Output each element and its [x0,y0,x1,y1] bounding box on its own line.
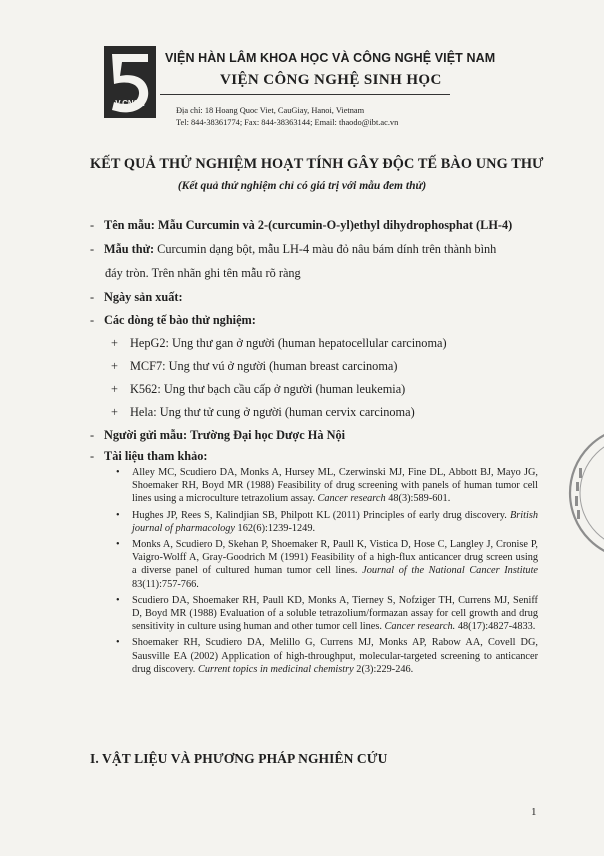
reference-list [116,466,538,679]
header-divider [160,94,450,95]
production-date-label: Ngày sản xuất: [104,290,183,304]
reference-item: • Scudiero DA, Shoemaker RH, Paull KD, Monks A, Tierney S, Nofziger TH, Currens MJ, Seniff D, Boyd MR (1988) Evaluation of a soluble tetrazolium/formazan assay for cell growth and drug sensitivity in culture using human and other tumor cell lines. Cancer research. 48(17):4827-4833. [116,594,538,633]
sender-row: - Người gửi mẫu: Trường Đại học Dược Hà Nội [90,428,346,442]
references-label: Tài liệu tham khảo: [104,449,208,463]
contact-line: Tel: 844-38361774; Fax: 844-38363144; Email: thaodo@ibt.ac.vn [176,118,399,127]
cell-line-item: + Hela: Ung thư tử cung ở người (human cervix carcinoma) [111,405,415,419]
reference-item: • Alley MC, Scudiero DA, Monks A, Hursey ML, Czerwinski MJ, Fine DL, Abbott BJ, Mayo JG, Shoemaker RH, Boyd MR (1988) Feasibility of drug screening with panels of human tumor cell lines using a microculture tetrazolium assay. Cancer research 48(3):589-601. [116,467,538,505]
cell-lines-label: Các dòng tế bào thử nghiệm: [104,313,256,327]
cell-line-item: + K562: Ung thư bạch cầu cấp ở người (human leukemia) [111,382,406,396]
sample-name-value: Mẫu Curcumin và 2-(curcumin-O-yl)ethyl dihydrophosphat (LH-4) [157,218,513,232]
org-line-1: VIỆN HÀN LÂM KHOA HỌC VÀ CÔNG NGHỆ VIỆT NAM [165,51,496,65]
production-date-row: - Ngày sản xuất: [90,290,183,304]
official-stamp [566,418,604,568]
reference-item: • Shoemaker RH, Scudiero DA, Melillo G, Currens MJ, Monks AP, Rabow AA, Covell DG, Sausville EA (2002) Application of high-throughput, molecular-targeted screening to anticancer drug discovery. Current topics in medicinal chemistry 2(3):229-246. [116,637,538,675]
page-number: 1 [531,806,537,818]
reference-item: • Hughes JP, Rees S, Kalindjian SB, Philpott KL (2011) Principles of early drug discovery. British journal of pharmacology 162(6):1239-1249. [116,509,539,534]
org-line-2: VIỆN CÔNG NGHỆ SINH HỌC [220,72,442,88]
test-sample-value: Curcumin dạng bột, mẫu LH-4 màu đỏ nâu bám dính trên thành bình [157,242,497,256]
test-sample-row: - Mẫu thử: Curcumin dạng bột, mẫu LH-4 màu đỏ nâu bám dính trên thành bình [90,242,497,256]
sender-value: Trường Đại học Dược Hà Nội [190,428,346,442]
sender-label: Người gửi mẫu: [104,428,188,442]
test-sample-value-cont: đáy tròn. Trên nhãn ghi tên mẫu rõ ràng [105,266,301,280]
sample-name-row: - Tên mẫu: Mẫu Curcumin và 2-(curcumin-O-yl)ethyl dihydrophosphat (LH-4) [90,218,513,232]
cell-lines-row: - Các dòng tế bào thử nghiệm: [90,313,256,327]
svg-text:V.CNSH: V.CNSH [115,99,145,108]
cell-line-item: + HepG2: Ung thư gan ở người (human hepatocellular carcinoma) [111,336,447,350]
sample-name-label: Tên mẫu: [104,218,155,232]
address-line: Địa chỉ: 18 Hoang Quoc Viet, CauGiay, Hanoi, Vietnam [176,106,365,115]
document-subtitle: (Kết quả thử nghiệm chỉ có giá trị với mẫu đem thử) [177,180,427,192]
reference-item: • Monks A, Scudiero D, Skehan P, Shoemaker R, Paull K, Vistica D, Hose C, Langley J, Cronise P, Vaigro-Wolff A, Gray-Goodrich M (1991) Feasibility of a high-flux anticancer drug screen using a diverse panel of cultured human tumor cell lines. Journal of the National Cancer Institute 83(11):757-766. [116,539,539,590]
references-row: - Tài liệu tham khảo: [90,449,208,463]
cell-line-item: + MCF7: Ung thư vú ở người (human breast carcinoma) [111,359,398,373]
test-sample-label: Mẫu thử: [104,242,155,256]
section-heading: I. VẬT LIỆU VÀ PHƯƠNG PHÁP NGHIÊN CỨU [90,751,388,766]
document-title: KẾT QUẢ THỬ NGHIỆM HOẠT TÍNH GÂY ĐỘC TẾ BÀO UNG THƯ [90,156,544,172]
institute-logo [104,46,156,118]
